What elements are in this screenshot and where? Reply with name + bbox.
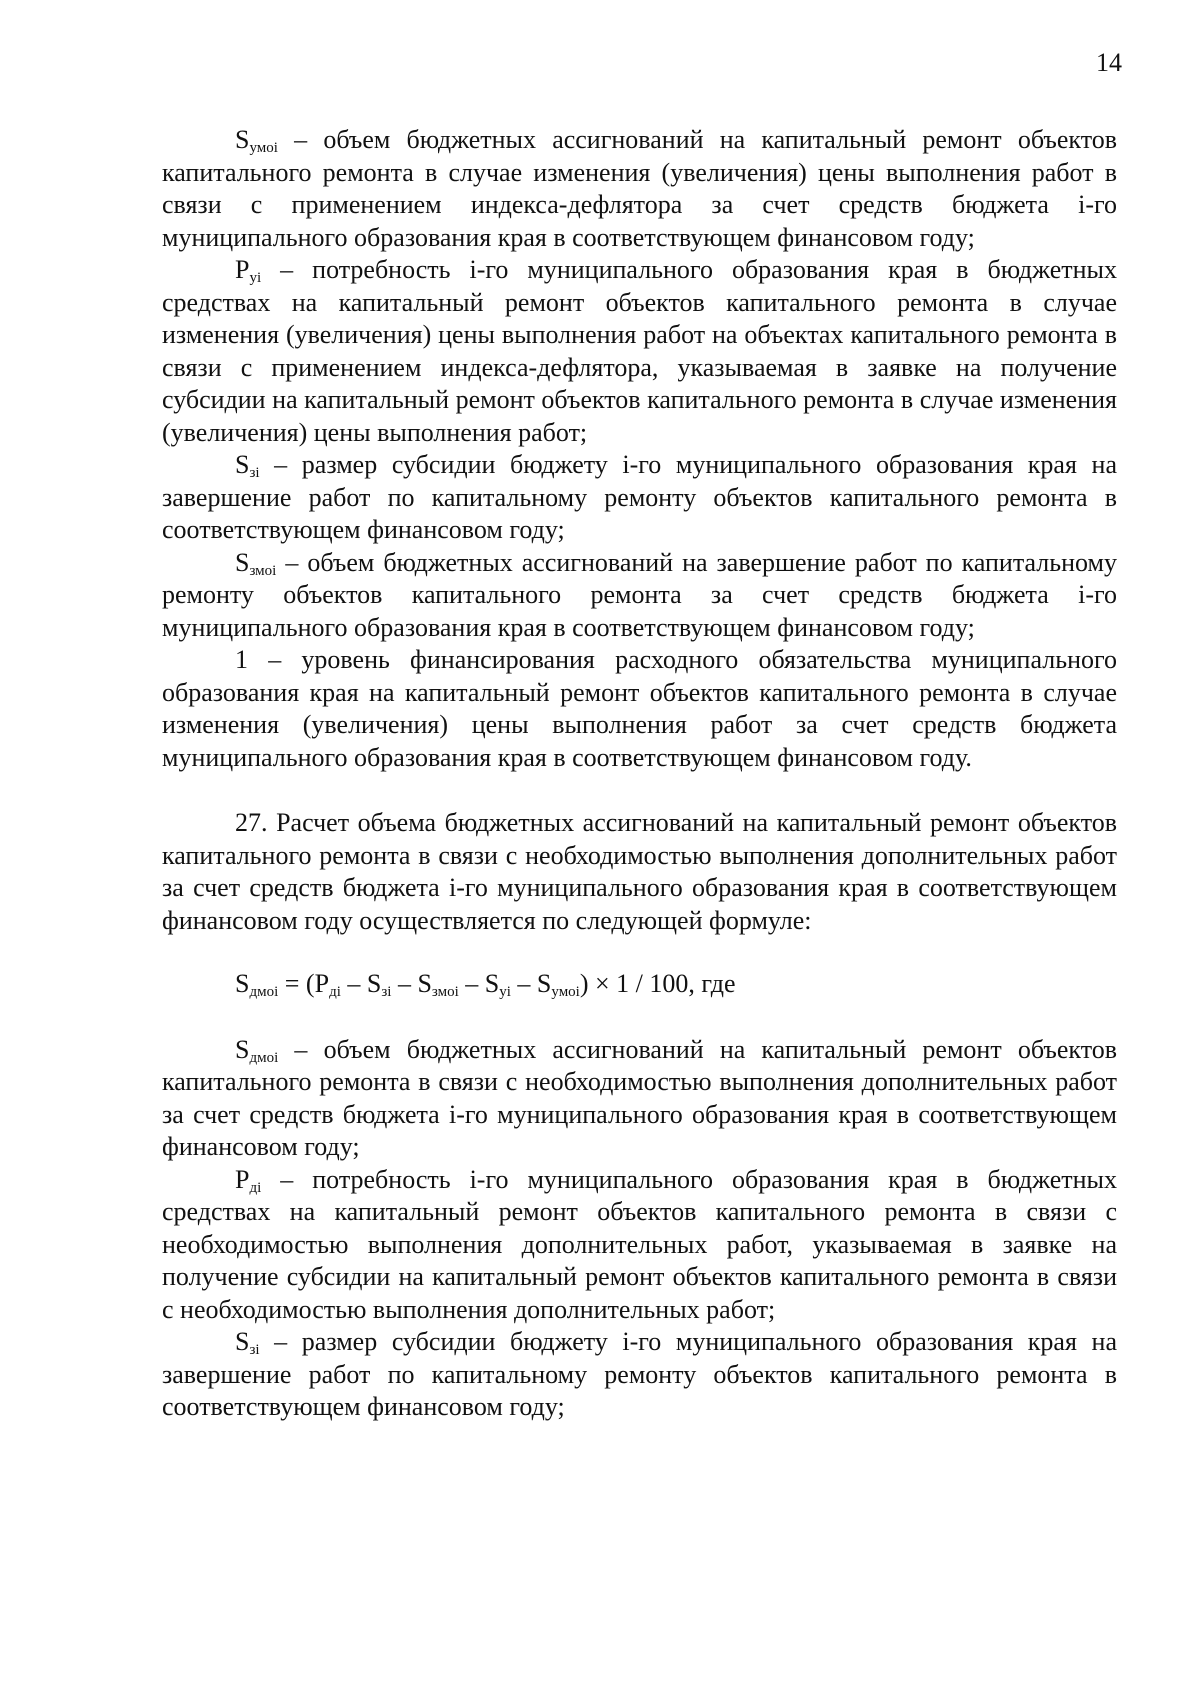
symbol: $S_{зi}$ <box>235 1327 260 1358</box>
definition-s-zmoi <box>162 547 1117 645</box>
definition-s-zi <box>162 449 1117 547</box>
formula-term-s-umoi: $S_{умоi}$ <box>536 969 580 1000</box>
definition-text: – объем бюджетных ассигнований на завершение работ по капитальному ремонту объектов капитального ремонта за счет средств бюджета i-го муниципального образования края в соответствующем финансовом году; <box>162 547 1117 642</box>
definition-s-dmoi <box>162 1034 1117 1164</box>
symbol: $S_{умоi}$ <box>235 125 278 156</box>
definition-text: – размер субсидии бюджету i-го муниципального образования края на завершение работ по капитальному ремонту объектов капитального ремонта в соответствующем финансовом году; <box>162 1327 1117 1421</box>
formula-lhs: $S_{дмоi}$ <box>235 969 279 1000</box>
formula-term-s-yi: $S_{уi}$ <box>484 969 511 1000</box>
definition-p-yi <box>162 254 1117 449</box>
formula-term-s-zi: $S_{зi}$ <box>366 969 392 1000</box>
document-body <box>162 124 1117 1424</box>
definition-level-1 <box>162 644 1117 774</box>
definition-text: – потребность i-го муниципального образования края в бюджетных средствах на капитальный ремонт объектов капитального ремонта в связи с необходимостью выполнения дополнительных работ, указываемая в заявке на получение субсидии на капитальный ремонт объектов капитального ремонта в связи с необходимостью выполнения дополнительных работ; <box>162 1164 1117 1324</box>
formula-term-s-zmoi: $S_{змоi}$ <box>417 969 459 1000</box>
page-number: 14 <box>1096 48 1122 77</box>
definition-s-zi-2 <box>162 1326 1117 1424</box>
definition-text: – размер субсидии бюджету i-го муниципального образования края на завершение работ по капитальному ремонту объектов капитального ремонта в соответствующем финансовом году; <box>162 450 1117 544</box>
section-27-paragraph: 27. Расчет объема бюджетных ассигнований на капитальный ремонт объектов капитального ремонта в связи с необходимостью выполнения дополнительных работ за счет средств бюджета i-го муниципального образования края в соответствующем финансовом году осуществляется по следующей формуле: <box>162 808 1117 935</box>
formula-term-p-di: $P_{дi}$ <box>314 969 341 1000</box>
definition-p-di <box>162 1164 1117 1327</box>
definition-s-umoi <box>162 124 1117 254</box>
symbol: $S_{змоi}$ <box>235 547 277 579</box>
definition-text: – объем бюджетных ассигнований на капитальный ремонт объектов капитального ремонта в связи с необходимостью выполнения дополнительных работ за счет средств бюджета i-го муниципального образования края в соответствующем финансовом году; <box>162 1034 1117 1161</box>
symbol: $P_{дi}$ <box>235 1164 262 1196</box>
definition-text: – уровень финансирования расходного обязательства муниципального образования края на капитальный ремонт объектов капитального ремонта в случае изменения (увеличения) цены выполнения работ за счет средств бюджета муниципального образования края в соответствующем финансовом году. <box>162 645 1117 772</box>
symbol: $S_{зi}$ <box>235 450 260 481</box>
symbol: $S_{дмоi}$ <box>235 1034 279 1066</box>
definition-text: – объем бюджетных ассигнований на капитальный ремонт объектов капитального ремонта в случае изменения (увеличения) цены выполнения работ в связи с применением индекса-дефлятора за счет средств бюджета i-го муниципального образования края в соответствующем финансовом году; <box>162 125 1117 252</box>
formula: $S_{дмоi} = (P_{дi} - S_{зi} - S_{змоi} - S_{уi} - S_{умоi}) \times 1 / 100$, где <box>235 969 736 1000</box>
symbol: 1 <box>235 645 248 674</box>
definition-text: – потребность i-го муниципального образования края в бюджетных средствах на капитальный ремонт объектов капитального ремонта в случае изменения (увеличения) цены выполнения работ на объектах капитального ремонта в связи с применением индекса-дефлятора, указываемая в заявке на получение субсидии на капитальный ремонт объектов капитального ремонта в случае изменения (увеличения) цены выполнения работ; <box>162 255 1117 447</box>
symbol: $P_{уi}$ <box>235 255 262 286</box>
